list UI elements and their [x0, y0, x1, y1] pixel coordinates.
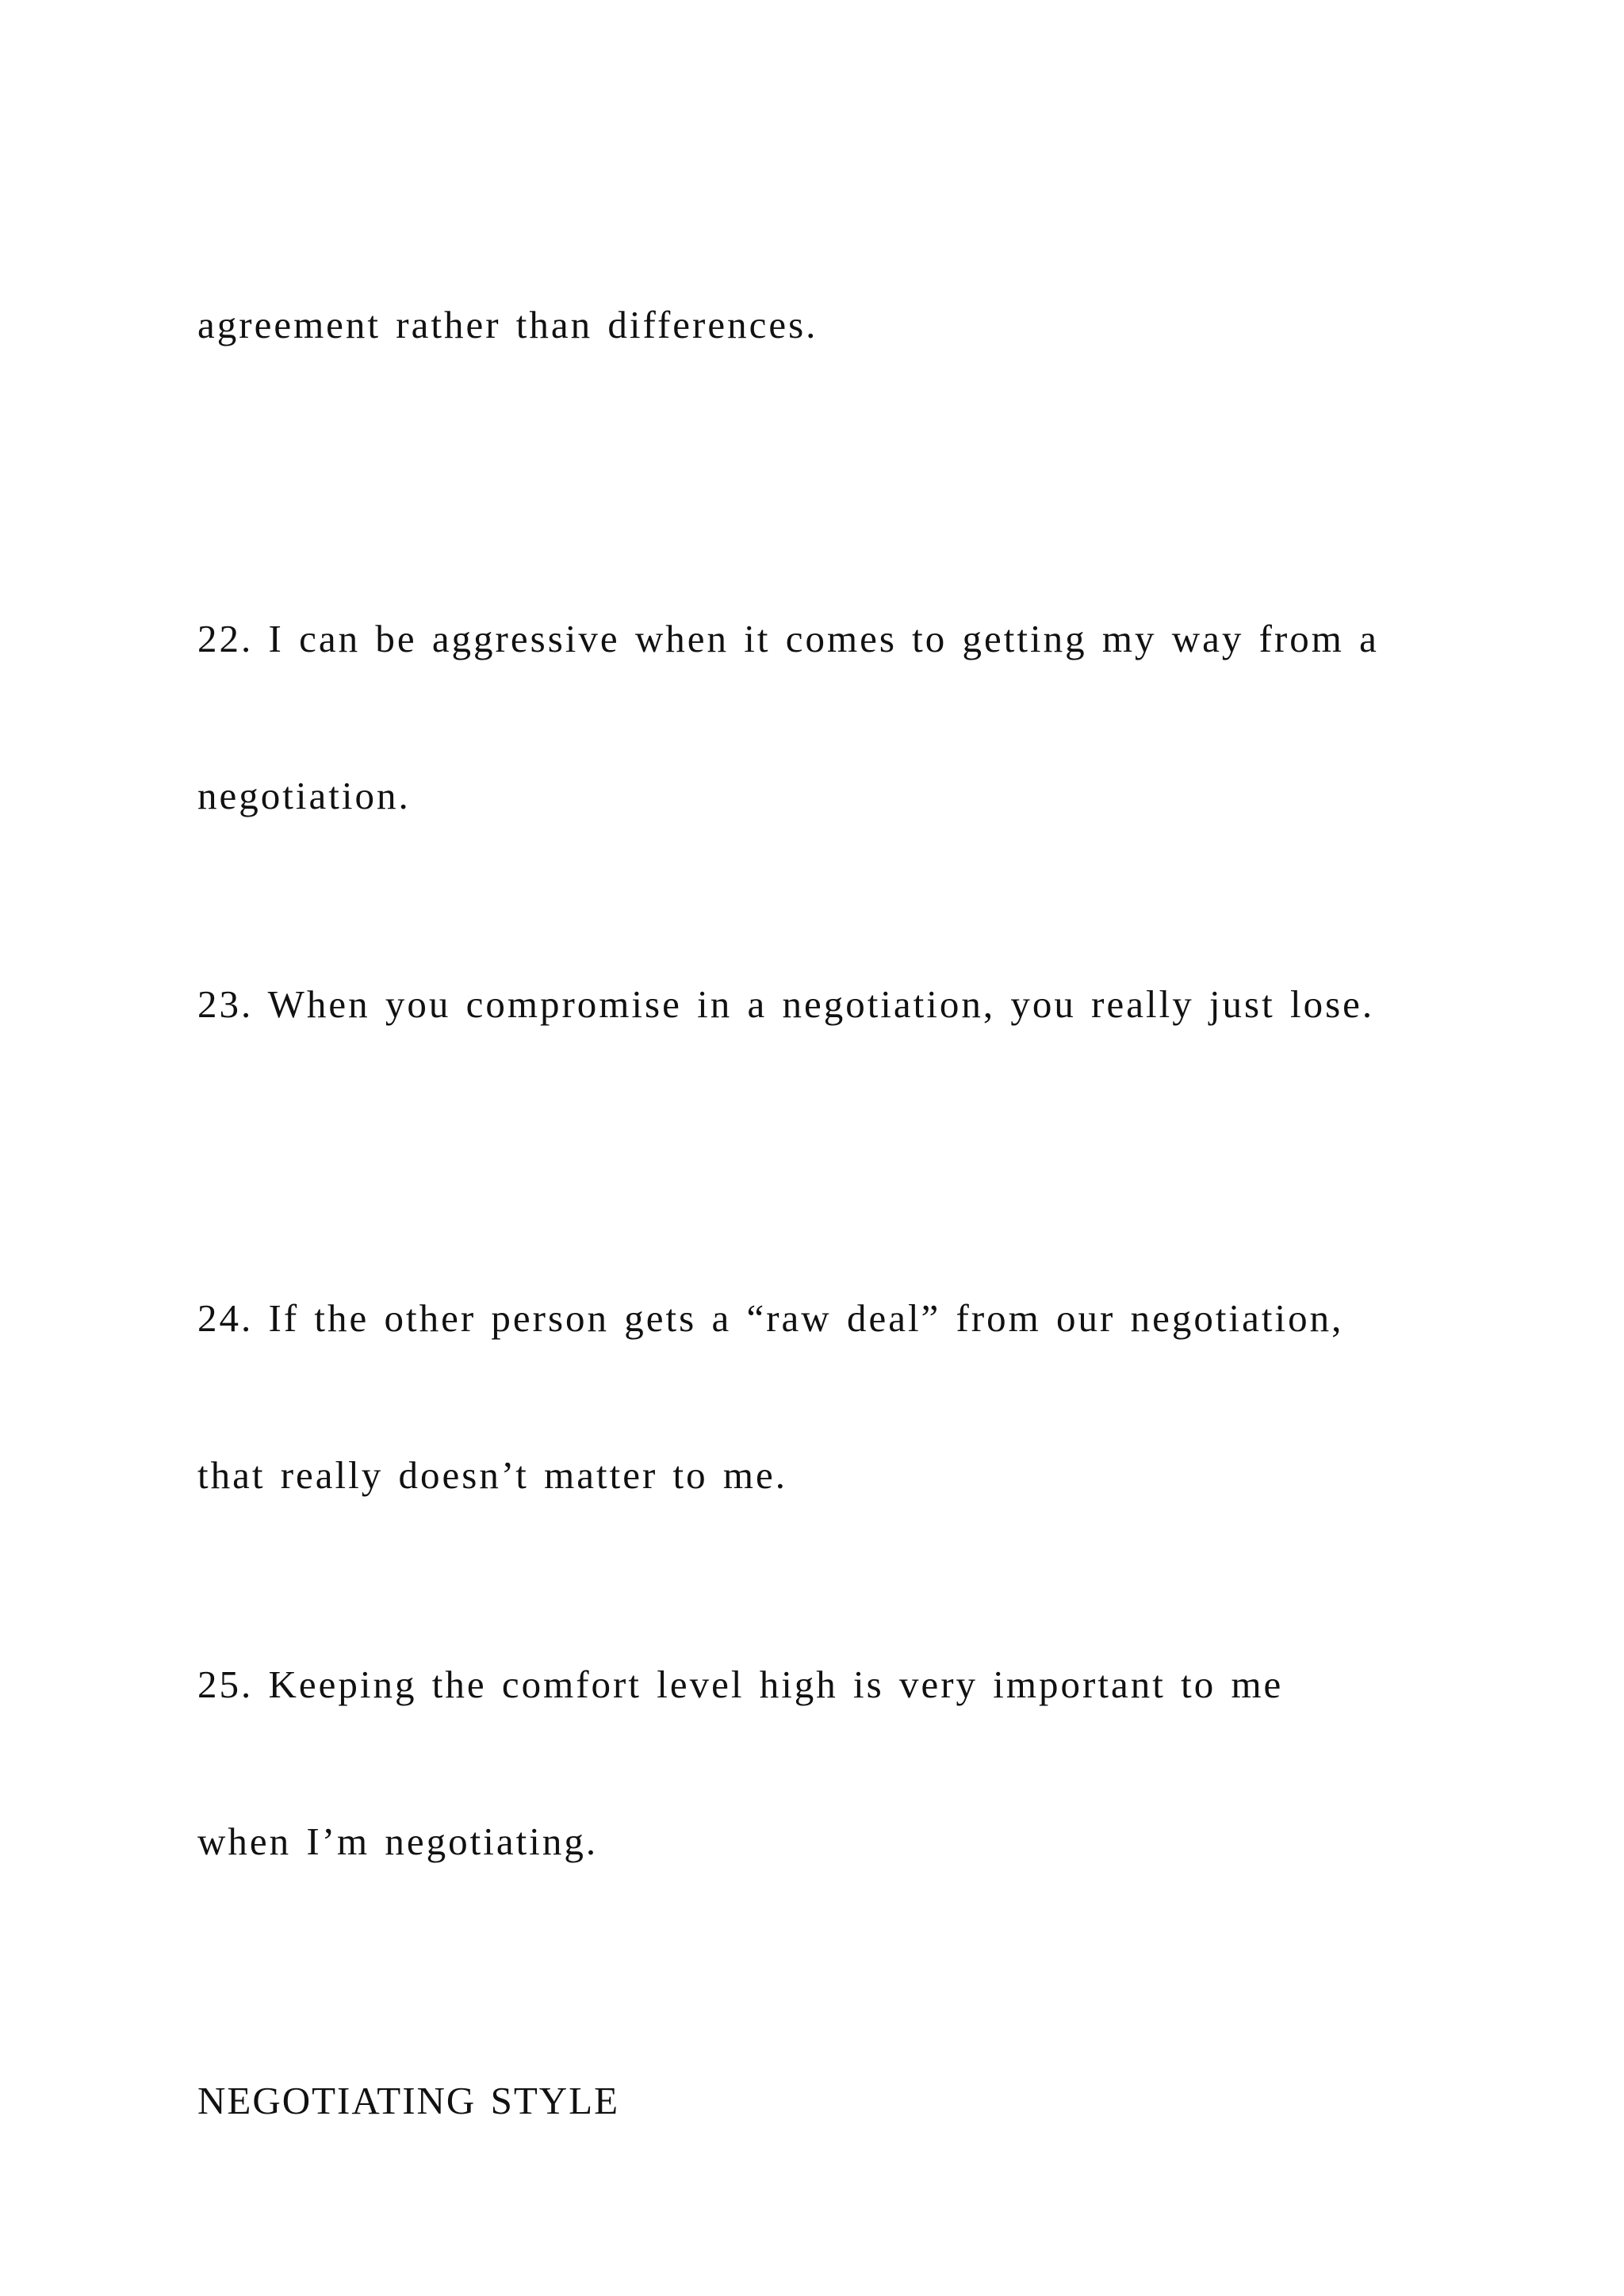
text-line: agreement rather than differences.: [197, 303, 818, 346]
heading-text: NEGOTIATING STYLE: [197, 2079, 619, 2122]
question-22: [197, 508, 1466, 927]
text-line: negotiation.: [197, 774, 411, 817]
continued-paragraph: [197, 194, 1466, 456]
text-line: that really doesn’t matter to me.: [197, 1453, 788, 1497]
question-23: [197, 874, 1466, 1135]
text-line: 25. Keeping the comfort level high is very important to me: [197, 1663, 1284, 1706]
text-line: 22. I can be aggressive when it comes to getting my way from a: [197, 617, 1379, 660]
text-line: 24. If the other person gets a “raw deal” from our negotiation,: [197, 1296, 1344, 1340]
section-heading: [197, 1970, 1466, 2232]
question-25: [197, 1554, 1466, 1973]
text-line: when I’m negotiating.: [197, 1820, 599, 1863]
text-line: 23. When you compromise in a negotiation, you really just lose.: [197, 982, 1375, 1026]
question-24: [197, 1188, 1466, 1606]
